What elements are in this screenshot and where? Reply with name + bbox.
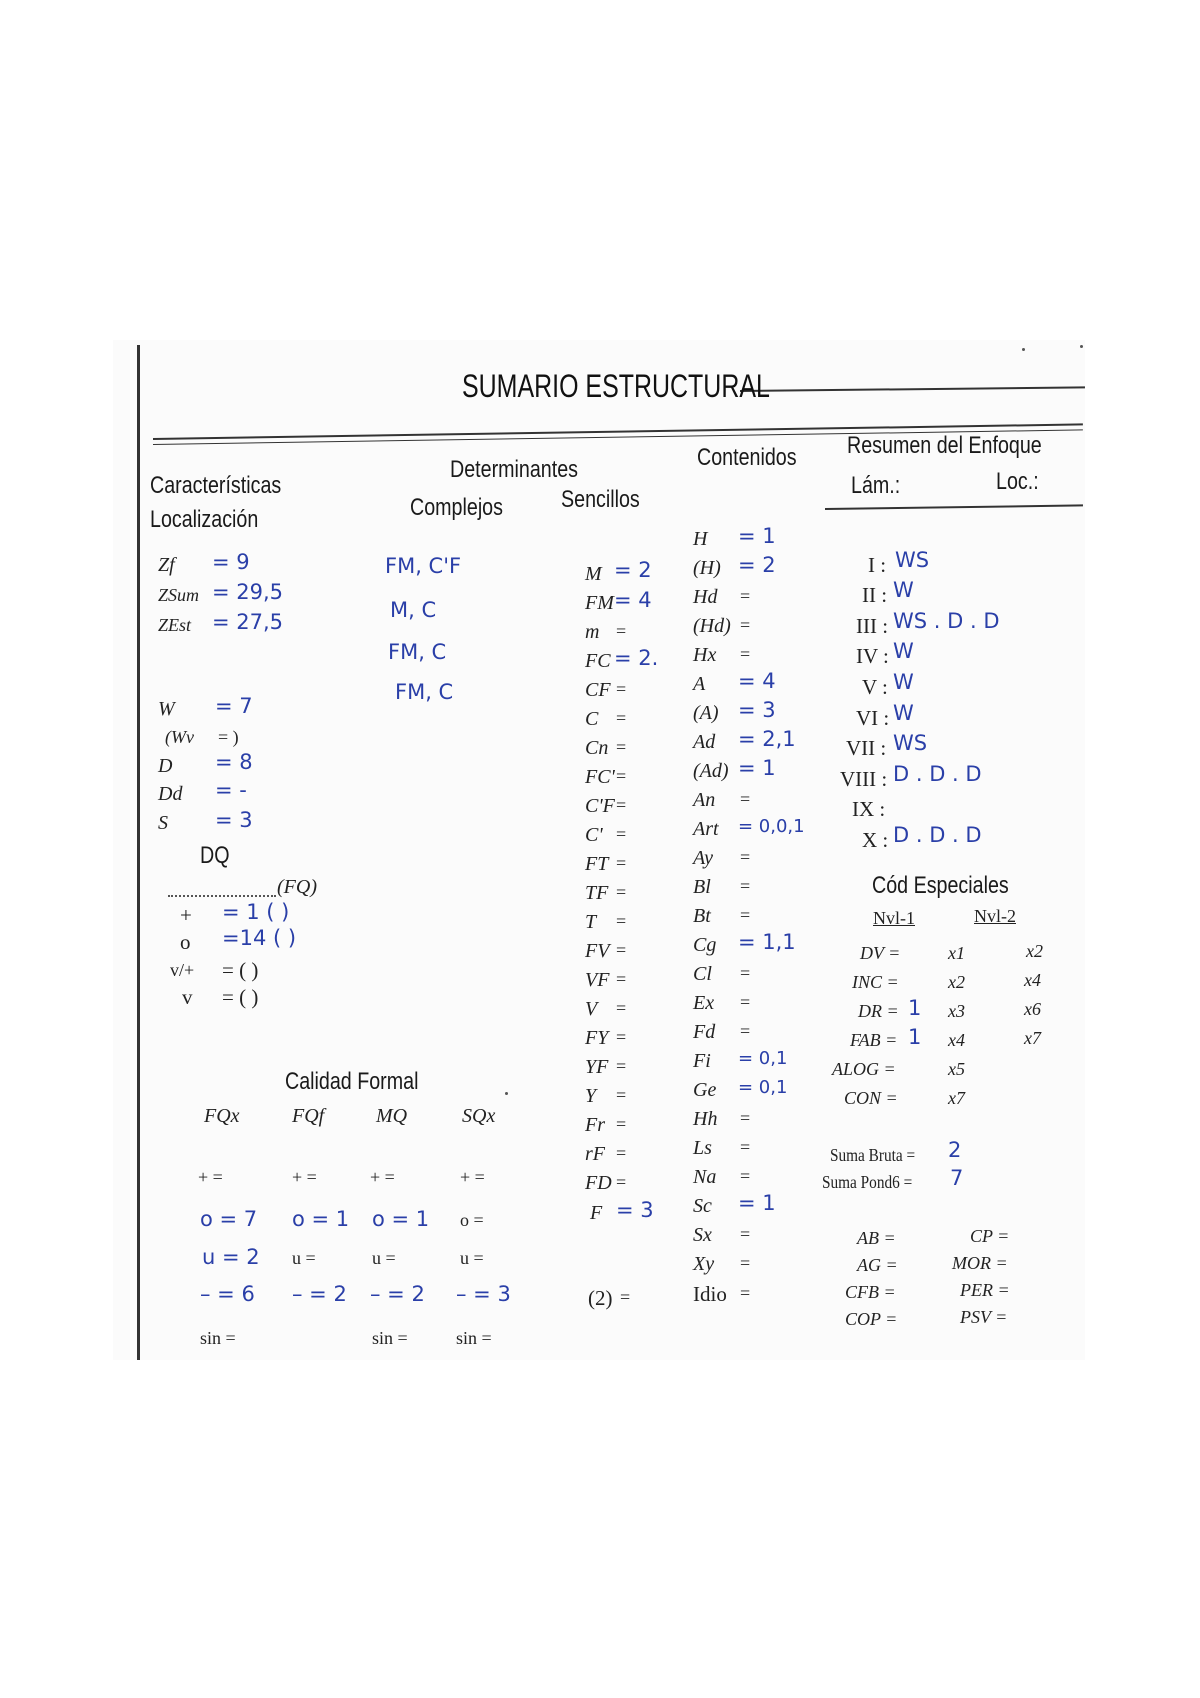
- dq-label-o: o: [180, 930, 191, 954]
- enfoque-label: VIII :: [840, 767, 888, 791]
- sencillo-label: C: [585, 708, 599, 730]
- sencillo-label: Fr: [585, 1114, 605, 1136]
- calidad-cell: + =: [460, 1167, 485, 1187]
- contenido-label: Fd: [693, 1021, 716, 1043]
- loc-value-dd: = -: [215, 778, 247, 802]
- contenido-value: =: [740, 1166, 751, 1186]
- loc-label-w: W: [158, 698, 175, 720]
- sencillo-label: FD: [585, 1172, 612, 1194]
- sencillo-value: =: [616, 911, 627, 931]
- loc-label-dd: Dd: [158, 783, 183, 805]
- contenido-label: Na: [693, 1166, 717, 1188]
- enfoque-value: WS . D . D: [893, 609, 1000, 633]
- sencillo-label: F: [590, 1202, 603, 1224]
- contenido-value: = 1: [738, 1191, 776, 1215]
- header-localizacion: Localización: [150, 506, 259, 533]
- contenido-value: =: [740, 615, 751, 635]
- calidad-col-sqx: SQx: [462, 1105, 496, 1127]
- contenido-label: Ay: [693, 847, 713, 869]
- calidad-title: Calidad Formal: [285, 1068, 419, 1095]
- otro-left: AB =: [857, 1228, 896, 1248]
- contenido-value: =: [740, 905, 751, 925]
- sencillo-value: =: [616, 1027, 627, 1047]
- header-complejos: Complejos: [410, 494, 503, 521]
- contenido-value: =: [740, 644, 751, 664]
- loc-label-zf: Zf: [158, 554, 175, 576]
- contenido-value: =: [740, 992, 751, 1012]
- calidad-cell: o =: [460, 1210, 484, 1230]
- sencillo-value: =: [616, 969, 627, 989]
- enfoque-value: W: [893, 701, 914, 725]
- sencillo-label: V: [585, 998, 598, 1020]
- calidad-cell: + =: [370, 1167, 395, 1187]
- enfoque-label: IV :: [856, 644, 889, 668]
- header-determinantes: Determinantes: [450, 456, 578, 483]
- especial-x1: x2: [948, 972, 965, 992]
- especial-x1: x4: [948, 1030, 965, 1050]
- sencillo-value: =: [616, 737, 627, 757]
- sencillo-value: =: [616, 940, 627, 960]
- especial-label: DR =: [858, 1001, 899, 1021]
- especial-label: CON =: [844, 1088, 898, 1108]
- enfoque-label: VII :: [846, 736, 887, 760]
- complejo-3: FM, C: [388, 640, 447, 664]
- calidad-cell: o = 1: [372, 1207, 430, 1231]
- contenido-value: =: [740, 847, 751, 867]
- calidad-col-fqx: FQx: [204, 1105, 240, 1127]
- sencillo-value: = 2.: [614, 646, 659, 670]
- especial-value: 1: [908, 996, 922, 1020]
- sencillo-value: =: [616, 621, 627, 641]
- enfoque-label: IX :: [852, 797, 886, 821]
- especial-x1: x1: [948, 943, 965, 963]
- enfoque-label: VI :: [856, 706, 890, 730]
- calidad-cell: sin =: [456, 1328, 492, 1348]
- enfoque-value: W: [893, 639, 914, 663]
- enfoque-label: II :: [862, 583, 888, 607]
- page-title: SUMARIO ESTRUCTURAL: [462, 368, 770, 404]
- especial-x2: x4: [1024, 970, 1041, 990]
- sencillo-label: FV: [585, 940, 610, 962]
- loc-value-s: = 3: [215, 808, 253, 832]
- dq-value-v: = ( ): [222, 985, 259, 1009]
- contenido-value: = 4: [738, 669, 776, 693]
- contenido-label: (A): [693, 702, 719, 724]
- contenido-label: An: [693, 789, 716, 811]
- especiales-nvl1: Nvl-1: [873, 908, 915, 928]
- sencillo-label: FY: [585, 1027, 609, 1049]
- loc-label-d: D: [158, 755, 173, 777]
- sencillo-value: =: [616, 1143, 627, 1163]
- especial-label: INC =: [852, 972, 899, 992]
- enfoque-label: I :: [868, 553, 887, 577]
- especial-x1: x3: [948, 1001, 965, 1021]
- left-border: [137, 345, 140, 1360]
- especial-x1: x7: [948, 1088, 965, 1108]
- sencillo-value: =: [616, 766, 627, 786]
- sencillo-label: FT: [585, 853, 609, 875]
- header-resumen: Resumen del Enfoque: [847, 432, 1042, 459]
- stray-dot: [505, 1092, 508, 1095]
- sencillo-value: =: [616, 882, 627, 902]
- contenido-value: = 3: [738, 698, 776, 722]
- contenido-value: =: [740, 1137, 751, 1157]
- enfoque-label: V :: [862, 675, 888, 699]
- enfoque-value: W: [893, 578, 914, 602]
- corner-dot: [1080, 345, 1083, 348]
- enfoque-label: III :: [856, 614, 889, 638]
- calidad-cell: sin =: [372, 1328, 408, 1348]
- sencillo-value: =: [616, 679, 627, 699]
- especial-x2: x7: [1024, 1028, 1041, 1048]
- contenido-value: =: [740, 1021, 751, 1041]
- contenido-label: Ls: [693, 1137, 712, 1159]
- contenido-label: (Ad): [693, 760, 729, 782]
- calidad-cell: o = 1: [292, 1207, 350, 1231]
- sencillo-value: =: [616, 1114, 627, 1134]
- contenido-value: = 1: [738, 756, 776, 780]
- contenido-label: Ge: [693, 1079, 717, 1101]
- contenido-label: Ex: [693, 992, 715, 1014]
- sencillo-label: CF: [585, 679, 611, 701]
- sencillo-label: C'F: [585, 795, 615, 817]
- header-loc: Loc.:: [996, 468, 1039, 495]
- contenido-label: Fi: [693, 1050, 711, 1072]
- enfoque-value: W: [893, 670, 914, 694]
- suma-pond-value: 7: [950, 1166, 964, 1190]
- calidad-cell: + =: [198, 1167, 223, 1187]
- sencillo-label: FM: [585, 592, 614, 614]
- contenido-label: Art: [693, 818, 719, 840]
- dq-dotted-rule: [168, 895, 276, 897]
- enfoque-value: D . D . D: [893, 823, 982, 847]
- loc-label-s: S: [158, 812, 168, 834]
- loc-label-zest: ZEst: [158, 615, 192, 635]
- sencillo-label: m: [585, 621, 600, 643]
- contenido-label: Bt: [693, 905, 711, 927]
- complejo-1: FM, C'F: [385, 554, 462, 578]
- contenido-label: Cl: [693, 963, 712, 985]
- calidad-cell: u =: [460, 1248, 484, 1268]
- contenido-label: (H): [693, 557, 721, 579]
- otro-left: CFB =: [845, 1282, 896, 1302]
- contenido-label: A: [693, 673, 706, 695]
- especial-x1: x5: [948, 1059, 965, 1079]
- sencillo-value: = 2: [614, 558, 652, 582]
- contenido-label: Hx: [693, 644, 717, 666]
- sencillo-label: M: [585, 563, 602, 585]
- calidad-col-fqf: FQf: [292, 1105, 325, 1127]
- especial-label: ALOG =: [832, 1059, 896, 1079]
- contenido-label: Hh: [693, 1108, 718, 1130]
- sencillo-value: =: [616, 1085, 627, 1105]
- calidad-cell: – = 2: [292, 1282, 347, 1306]
- otro-right: MOR =: [952, 1253, 1008, 1273]
- calidad-cell: – = 6: [200, 1282, 255, 1306]
- calidad-cell: – = 3: [456, 1282, 511, 1306]
- pair-value: =: [620, 1287, 631, 1307]
- dq-value-vplus: = ( ): [222, 958, 259, 982]
- sencillo-label: rF: [585, 1143, 605, 1165]
- otro-right: CP =: [970, 1226, 1010, 1246]
- dq-label-vplus: v/+: [170, 960, 195, 980]
- dq-value-o: =14 ( ): [222, 926, 297, 950]
- suma-pond-label: Suma Pond6 =: [822, 1172, 913, 1192]
- contenido-label: H: [693, 528, 708, 550]
- sencillo-label: TF: [585, 882, 609, 904]
- calidad-col-mq: MQ: [376, 1105, 408, 1127]
- contenido-label: Bl: [693, 876, 711, 898]
- contenido-value: =: [740, 876, 751, 896]
- enfoque-value: D . D . D: [893, 762, 982, 786]
- contenido-label: Hd: [693, 586, 718, 608]
- sencillo-label: VF: [585, 969, 610, 991]
- loc-value-zf: = 9: [212, 550, 250, 574]
- contenido-value: = 0,0,1: [738, 816, 805, 837]
- contenido-label: Cg: [693, 934, 717, 956]
- contenido-value: =: [740, 1224, 751, 1244]
- otro-right: PER =: [960, 1280, 1010, 1300]
- header-contenidos: Contenidos: [697, 444, 797, 471]
- enfoque-label: X :: [862, 828, 889, 852]
- contenido-label: Sx: [693, 1224, 712, 1246]
- especial-value: 1: [908, 1025, 922, 1049]
- calidad-cell: + =: [292, 1167, 317, 1187]
- contenido-value: = 0,1: [738, 1077, 788, 1098]
- contenido-value: =: [740, 586, 751, 606]
- sencillo-label: YF: [585, 1056, 609, 1078]
- contenido-label: Sc: [693, 1195, 712, 1217]
- sencillo-label: T: [585, 911, 597, 933]
- calidad-cell: u =: [292, 1248, 316, 1268]
- especiales-nvl2: Nvl-2: [974, 906, 1016, 926]
- especial-label: FAB =: [850, 1030, 898, 1050]
- dq-header: (FQ): [277, 876, 317, 898]
- loc-value-zest: = 27,5: [212, 610, 284, 634]
- calidad-cell: sin =: [200, 1328, 236, 1348]
- sencillo-value: = 4: [614, 588, 652, 612]
- dq-value-plus: = 1 ( ): [222, 900, 290, 924]
- otro-right: PSV =: [960, 1307, 1008, 1327]
- loc-value-zsum: = 29,5: [212, 580, 284, 604]
- contenido-value: = 1: [738, 524, 776, 548]
- complejo-2: M, C: [390, 598, 437, 622]
- loc-value-w: = 7: [215, 694, 253, 718]
- contenido-value: =: [740, 1283, 751, 1303]
- sencillo-value: =: [616, 795, 627, 815]
- contenido-value: =: [740, 1108, 751, 1128]
- header-lam: Lám.:: [851, 472, 901, 499]
- sencillo-label: C': [585, 824, 603, 846]
- loc-label-wv: (Wv: [165, 727, 194, 747]
- calidad-cell: o = 7: [200, 1207, 258, 1231]
- contenido-label: Xy: [693, 1253, 715, 1275]
- pair-label: (2): [588, 1286, 613, 1310]
- especiales-title: Cód Especiales: [872, 872, 1009, 899]
- contenido-value: =: [740, 963, 751, 983]
- sencillo-value: = 3: [616, 1198, 654, 1222]
- sencillo-value: =: [616, 998, 627, 1018]
- suma-bruta-label: Suma Bruta =: [830, 1145, 916, 1165]
- header-caracteristicas: Características: [150, 472, 282, 499]
- enfoque-value: WS: [893, 731, 928, 755]
- sencillo-label: FC': [585, 766, 615, 788]
- especial-label: DV =: [860, 943, 901, 963]
- otro-left: COP =: [845, 1309, 898, 1329]
- sencillo-label: Cn: [585, 737, 609, 759]
- enfoque-value: WS: [895, 548, 930, 572]
- dq-label-plus: +: [180, 903, 192, 927]
- sencillo-label: FC: [585, 650, 611, 672]
- loc-label-zsum: ZSum: [158, 585, 200, 605]
- especial-x2: x6: [1024, 999, 1041, 1019]
- calidad-cell: u =: [372, 1248, 396, 1268]
- header-sencillos: Sencillos: [561, 486, 640, 513]
- contenido-label: Idio: [693, 1282, 727, 1306]
- complejo-4: FM, C: [395, 680, 454, 704]
- contenido-value: =: [740, 789, 751, 809]
- sencillo-value: =: [616, 824, 627, 844]
- calidad-cell: – = 2: [370, 1282, 425, 1306]
- loc-value-wv: = ): [218, 727, 239, 747]
- contenido-label: (Hd): [693, 615, 731, 637]
- contenido-label: Ad: [693, 731, 716, 753]
- otro-left: AG =: [857, 1255, 898, 1275]
- suma-bruta-value: 2: [948, 1138, 962, 1162]
- calidad-cell: u = 2: [202, 1245, 260, 1269]
- sencillo-value: =: [616, 1056, 627, 1076]
- sencillo-value: =: [616, 1172, 627, 1192]
- contenido-value: = 1,1: [738, 930, 796, 954]
- corner-dot: [1022, 348, 1025, 351]
- sencillo-value: =: [616, 853, 627, 873]
- dq-label-v: v: [182, 985, 193, 1009]
- loc-value-d: = 8: [215, 750, 253, 774]
- contenido-value: = 0,1: [738, 1048, 788, 1069]
- contenido-value: = 2: [738, 553, 776, 577]
- contenido-value: = 2,1: [738, 727, 796, 751]
- dq-title: DQ: [200, 842, 230, 869]
- sencillo-value: =: [616, 708, 627, 728]
- especial-x2: x2: [1026, 941, 1043, 961]
- contenido-value: =: [740, 1253, 751, 1273]
- sencillo-label: Y: [585, 1085, 597, 1107]
